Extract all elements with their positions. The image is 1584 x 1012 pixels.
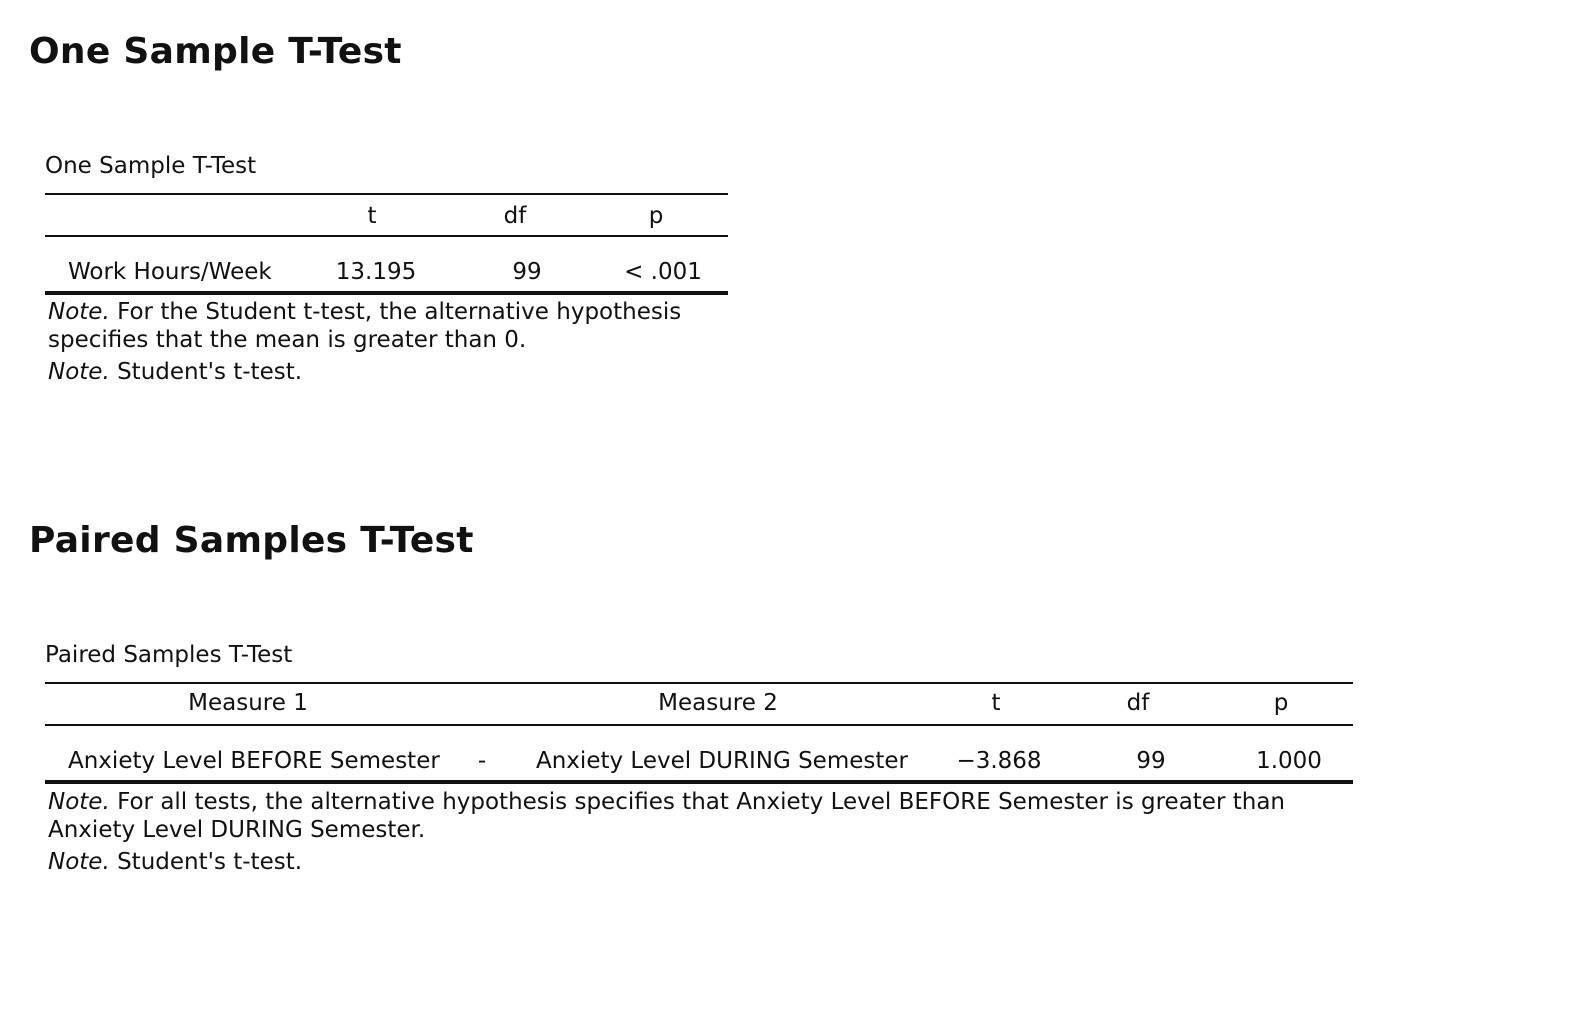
note-label: Note. bbox=[48, 789, 110, 815]
row-df-cell: 99 bbox=[1136, 748, 1166, 774]
paired-samples-heading: Paired Samples T-Test bbox=[29, 520, 474, 561]
row-p-cell: < .001 bbox=[624, 259, 702, 285]
column-header-measure-2: Measure 2 bbox=[658, 690, 778, 716]
table-bottom-rule bbox=[45, 780, 1353, 784]
table-header-rule bbox=[45, 724, 1353, 726]
column-header-t: t bbox=[367, 203, 377, 229]
table-top-rule bbox=[45, 682, 1353, 684]
one-sample-heading: One Sample T-Test bbox=[29, 31, 402, 72]
row-t-cell: −3.868 bbox=[956, 748, 1042, 774]
note-label: Note. bbox=[48, 849, 110, 875]
one-sample-table bbox=[45, 193, 728, 297]
row-p-cell: 1.000 bbox=[1256, 748, 1322, 774]
paired-samples-table-caption: Paired Samples T-Test bbox=[45, 642, 293, 668]
note-label: Note. bbox=[48, 359, 110, 385]
column-header-measure-1: Measure 1 bbox=[188, 690, 308, 716]
table-note bbox=[48, 848, 1308, 876]
note-text: Student's t-test. bbox=[117, 359, 303, 385]
row-measure-2-cell: Anxiety Level DURING Semester bbox=[536, 748, 908, 774]
table-note bbox=[48, 788, 1308, 844]
note-text: Student's t-test. bbox=[117, 849, 303, 875]
table-top-rule bbox=[45, 193, 728, 195]
table-note bbox=[48, 358, 708, 386]
row-measure-1-cell: Anxiety Level BEFORE Semester bbox=[68, 748, 440, 774]
column-header-p: p bbox=[648, 203, 664, 229]
row-t-cell: 13.195 bbox=[335, 259, 417, 285]
row-variable-cell: Work Hours/Week bbox=[68, 259, 272, 285]
one-sample-table-caption: One Sample T-Test bbox=[45, 153, 257, 179]
column-header-df: df bbox=[503, 203, 527, 229]
column-header-t: t bbox=[991, 690, 1001, 716]
note-text: For all tests, the alternative hypothesis specifies that Anxiety Level BEFORE Semester is greater than Anxiety Level DURING Semester. bbox=[48, 789, 1285, 843]
note-text: For the Student t-test, the alternative hypothesis specifies that the mean is greater than 0. bbox=[48, 299, 682, 353]
row-separator-cell: - bbox=[477, 748, 487, 774]
table-header-rule bbox=[45, 235, 728, 237]
column-header-df: df bbox=[1126, 690, 1150, 716]
table-note bbox=[48, 298, 708, 354]
row-df-cell: 99 bbox=[512, 259, 542, 285]
table-bottom-rule bbox=[45, 291, 728, 295]
note-label: Note. bbox=[48, 299, 110, 325]
column-header-p: p bbox=[1273, 690, 1289, 716]
paired-samples-table bbox=[45, 682, 1353, 786]
